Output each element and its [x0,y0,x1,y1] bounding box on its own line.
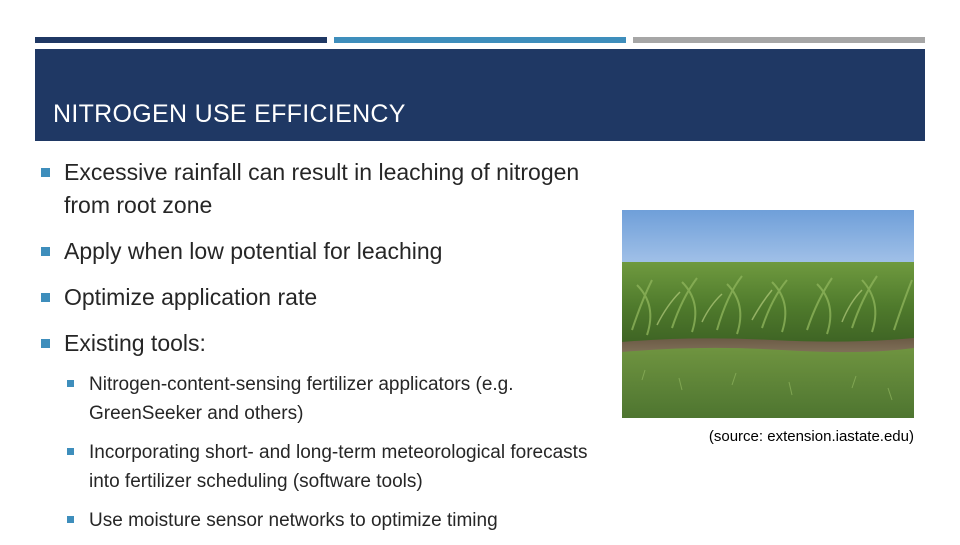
title-band [35,49,925,141]
bullet-text: Excessive rainfall can result in leaching of nitrogen from root zone [64,159,580,218]
square-bullet-icon [67,448,74,455]
cornfield-image [622,210,914,418]
sub-bullet-text: Incorporating short- and long-term meteorological forecasts into fertilizer scheduling (software tools) [89,442,588,492]
bullet-item [40,281,600,314]
square-bullet-icon [41,247,50,256]
image-caption: (source: extension.iastate.edu) [708,428,914,445]
sub-bullet-item [40,370,600,428]
bullet-item [40,156,600,222]
accent-bar-dark [35,37,327,43]
square-bullet-icon [41,168,50,177]
accent-bar-blue [334,37,626,43]
slide-title: NITROGEN USE EFFICIENCY [53,100,406,128]
square-bullet-icon [67,516,74,523]
square-bullet-icon [67,380,74,387]
sub-bullet-text: Nitrogen-content-sensing fertilizer applicators (e.g. GreenSeeker and others) [89,374,514,424]
square-bullet-icon [41,339,50,348]
bullet-item [40,327,600,360]
cornfield-photo [622,210,914,418]
bullet-list [40,156,600,545]
bullet-item [40,235,600,268]
bullet-text: Existing tools: [64,330,206,356]
bullet-text: Optimize application rate [64,284,318,310]
sub-bullet-text: Use moisture sensor networks to optimize timing [89,510,498,531]
accent-bar-gray [633,37,925,43]
sub-bullet-item [40,438,600,496]
sub-bullet-item [40,506,600,535]
square-bullet-icon [41,293,50,302]
bullet-text: Apply when low potential for leaching [64,238,443,264]
